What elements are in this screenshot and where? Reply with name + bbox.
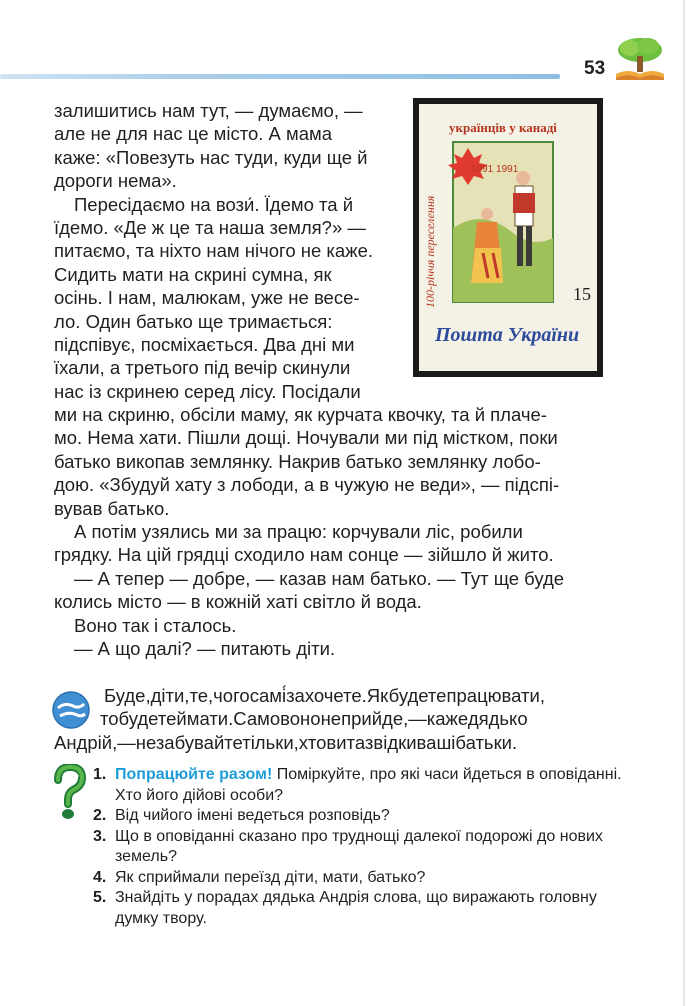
question-number: 5. bbox=[93, 889, 107, 906]
stamp-value: 15 bbox=[573, 284, 591, 304]
story-line: нас із скринею серед лісу. Посідали bbox=[54, 380, 361, 402]
stamp-side-text: 100-річчя переселення bbox=[423, 195, 437, 308]
tree-book-icon bbox=[612, 36, 668, 82]
stamp-country: Пошта України bbox=[435, 324, 580, 346]
story-line: батько викопав землянку. Накрив батько землянку лобо- bbox=[54, 450, 541, 472]
story-line: підспівує, посміхається. Два дні ми bbox=[54, 333, 355, 355]
questions-list bbox=[93, 765, 623, 929]
story-line: вував батько. bbox=[54, 497, 170, 519]
postage-stamp bbox=[413, 98, 603, 377]
advice-line: Андрій,—незабувайтетільки,хтовитазвідкивашібатьки. bbox=[54, 731, 518, 753]
question-number: 3. bbox=[93, 827, 107, 845]
story-line: ло. Один батько ще тримається: bbox=[54, 310, 333, 332]
advice-line: тобудетеймати.Самовононеприйде,—кажедядько bbox=[100, 708, 528, 730]
story-line: Воно так і сталось. bbox=[74, 614, 237, 636]
advice-line: Буде,діти,те,чогосамі́захочете.Якбудетепрацювати, bbox=[104, 685, 545, 706]
question-highlight: Попрацюйте разом! bbox=[115, 766, 273, 783]
story-line: колись місто — в кожній хаті світло й вода. bbox=[54, 591, 422, 613]
question-item bbox=[93, 868, 623, 889]
stamp-top-text: українців у канаді bbox=[449, 120, 557, 135]
story-full bbox=[54, 403, 614, 660]
question-mark-icon bbox=[52, 764, 86, 822]
story-line: каже: «Повезуть нас туди, куди ще й bbox=[54, 146, 368, 168]
question-item bbox=[93, 827, 623, 868]
story-line: — А тепер — добре, — казав нам батько. — Тут ще буде bbox=[74, 567, 565, 589]
question-number: 2. bbox=[93, 807, 107, 824]
story-line: Пересідаємо на вози́. Їдемо та й bbox=[74, 193, 354, 215]
advice-block bbox=[54, 684, 624, 754]
question-text: Знайдіть у порадах дядька Андрія слова, що виражають головну думку твору. bbox=[115, 889, 597, 927]
question-text: Від чийого імені ведеться розповідь? bbox=[115, 807, 390, 824]
story-line: їдемо. «Де ж це та наша земля?» — bbox=[54, 216, 366, 238]
story-line: А потім узялись ми за працю: корчували ліс, робили bbox=[74, 520, 523, 542]
question-text: Як сприймали переїзд діти, мати, батько? bbox=[115, 868, 426, 886]
story-line: їхали, а третього під вечір скинули bbox=[54, 357, 351, 379]
page-edge bbox=[683, 0, 685, 1006]
story-line: — А що далі? — питають діти. bbox=[74, 637, 336, 659]
story-line: дою. «Збудуй хату з лободи, а в чужую не веди», — підспі- bbox=[54, 474, 560, 496]
question-text: Поміркуйте, про які часи йдеться в оповіданні. Хто його дійові особи? bbox=[115, 766, 622, 804]
story-line: грядку. На цій грядці сходило нам сонце — зійшло й жито. bbox=[54, 544, 554, 566]
question-text: Що в оповіданні сказано про труднощі далекої подорожі до нових земель? bbox=[115, 827, 603, 865]
story-line: осінь. І нам, малюкам, уже не весе- bbox=[54, 287, 360, 309]
story-wrapped bbox=[54, 99, 406, 403]
page-number: 53 bbox=[584, 58, 606, 79]
header-divider bbox=[0, 74, 560, 79]
stamp-years: 1891 1991 bbox=[471, 164, 519, 175]
question-item bbox=[93, 806, 623, 827]
question-item bbox=[93, 765, 623, 806]
story-line: мо. Нема хати. Пішли дощі. Ночували ми під містком, поки bbox=[54, 427, 558, 449]
question-number: 4. bbox=[93, 868, 107, 886]
story-line: але не для нас це місто. А мама bbox=[54, 123, 333, 145]
story-line: дороги нема». bbox=[54, 170, 177, 192]
story-line: залишитись нам тут, — думаємо, — bbox=[54, 100, 363, 121]
story-line: ми на скриню, обсіли маму, як курчата квочку, та й плаче- bbox=[54, 404, 547, 425]
question-item bbox=[93, 888, 623, 929]
story-line: Сидить мати на скрині сумна, як bbox=[54, 263, 332, 285]
story-line: питаємо, та ніхто нам нічого не каже. bbox=[54, 240, 374, 262]
question-number: 1. bbox=[93, 766, 107, 783]
